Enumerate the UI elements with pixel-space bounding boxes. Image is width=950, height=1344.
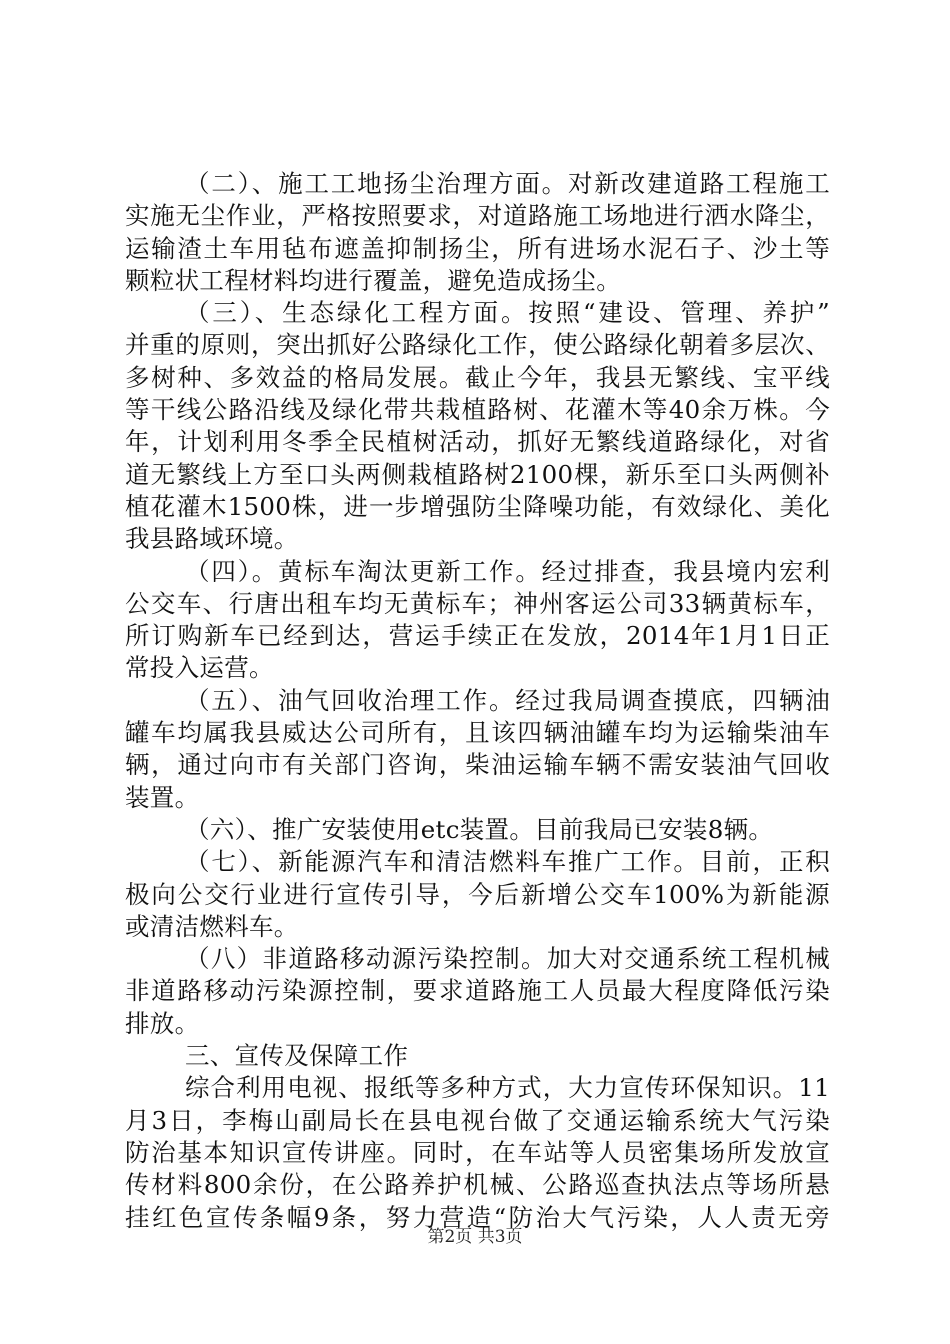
text-line: 传材料800余份，在公路养护机械、公路巡查执法点等场所悬 (125, 1170, 830, 1200)
text-line: 等干线公路沿线及绿化带共栽植路树、花灌木等40余万株。今 (125, 395, 830, 425)
text-line: （二）、施工工地扬尘治理方面。对新改建道路工程施工 (185, 169, 830, 198)
text-line: 实施无尘作业，严格按照要求，对道路施工场地进行洒水降尘， (125, 201, 830, 231)
text-line: （三）、生态绿化工程方面。按照“建设、管理、养护” (185, 298, 830, 328)
text-line: 颗粒状工程材料均进行覆盖，避免造成扬尘。 (125, 265, 621, 295)
text-line: 公交车、行唐出租车均无黄标车；神州客运公司33辆黄标车， (125, 588, 830, 618)
text-line: （八）非道路移动源污染控制。加大对交通系统工程机械 (185, 944, 830, 974)
text-line: （六）、推广安装使用etc装置。目前我局已安装8辆。 (185, 814, 774, 844)
text-line: 排放。 (125, 1008, 200, 1038)
text-line: 多树种、多效益的格局发展。截止今年，我县无繁线、宝平线 (125, 362, 830, 392)
text-line: 罐车均属我县威达公司所有，且该四辆油罐车均为运输柴油车 (125, 718, 830, 748)
text-line: 月3日，李梅山副局长在县电视台做了交通运输系统大气污染 (125, 1105, 830, 1135)
text-line: 综合利用电视、报纸等多种方式，大力宣传环保知识。11 (185, 1073, 830, 1103)
section-heading: 三、宣传及保障工作 (185, 1041, 409, 1071)
text-line: 或清洁燃料车。 (125, 911, 299, 941)
text-line: （七）、新能源汽车和清洁燃料车推广工作。目前，正积 (185, 847, 830, 877)
text-line: 并重的原则，突出抓好公路绿化工作，使公路绿化朝着多层次、 (125, 330, 830, 360)
document-body (125, 168, 830, 1234)
text-line: 我县路域环境。 (125, 524, 299, 554)
text-line: （四）。黄标车淘汰更新工作。经过排查，我县境内宏利 (185, 556, 830, 586)
text-line: 极向公交行业进行宣传引导，今后新增公交车100%为新能源 (125, 879, 830, 909)
text-line: 常投入运营。 (125, 653, 274, 683)
text-line: 道无繁线上方至口头两侧栽植路树2100棵，新乐至口头两侧补 (125, 459, 830, 489)
text-line: 挂红色宣传条幅9条，努力营造“防治大气污染，人人责无旁 (125, 1202, 830, 1232)
text-line: 辆，通过向市有关部门咨询，柴油运输车辆不需安装油气回收 (125, 750, 830, 780)
text-line: 运输渣土车用毡布遮盖抑制扬尘，所有进场水泥石子、沙土等 (125, 233, 830, 263)
text-line: 植花灌木1500株，进一步增强防尘降噪功能，有效绿化、美化 (125, 491, 830, 521)
text-line: （五）、油气回收治理工作。经过我局调查摸底，四辆油 (185, 685, 830, 715)
text-line: 防治基本知识宣传讲座。同时，在车站等人员密集场所发放宣 (125, 1137, 830, 1167)
text-line: 所订购新车已经到达，营运手续正在发放，2014年1月1日正 (125, 621, 830, 651)
text-line: 装置。 (125, 782, 200, 812)
text-line: 年，计划利用冬季全民植树活动，抓好无繁线道路绿化，对省 (125, 427, 830, 457)
page-number-footer: 第2页 共3页 (427, 1227, 523, 1247)
text-line: 非道路移动污染源控制，要求道路施工人员最大程度降低污染 (125, 976, 830, 1006)
